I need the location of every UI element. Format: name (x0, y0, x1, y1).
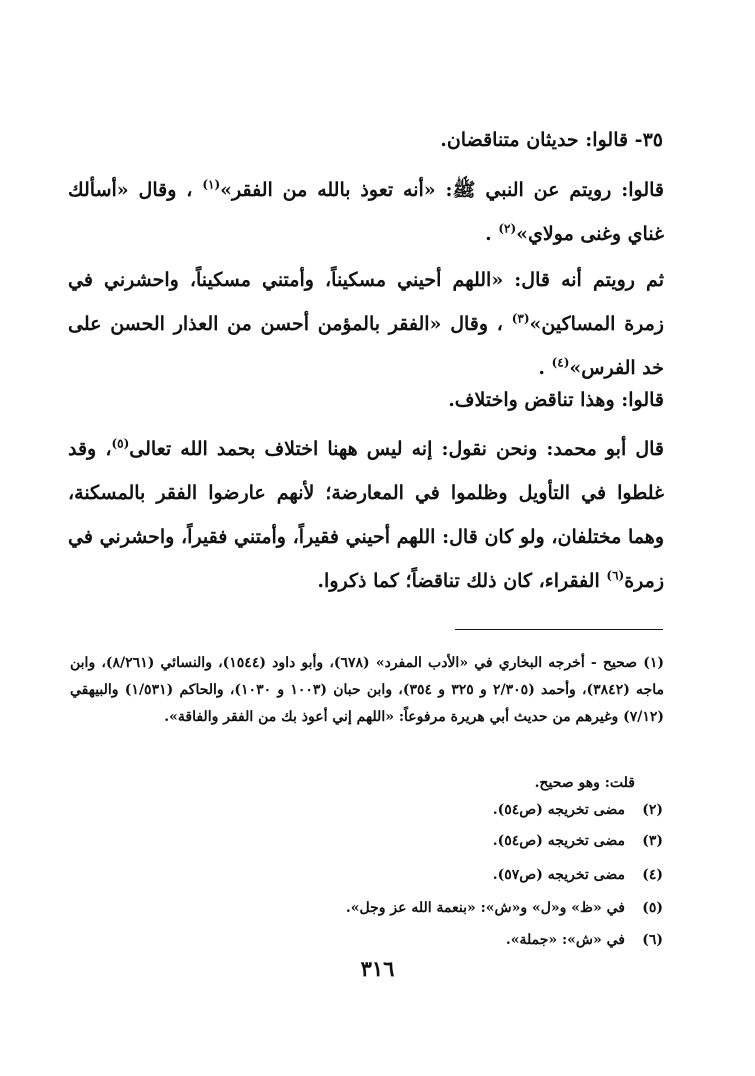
footnote-number: (٤) (642, 867, 663, 883)
footnote-ref-4[interactable]: (٤) (551, 355, 570, 370)
footnote-number: (٢) (642, 802, 663, 818)
footnote-number: (٥) (642, 900, 663, 916)
footnote-ref-3[interactable]: (٣) (511, 311, 530, 326)
section-heading: ٣٥- قالوا: حديثان متناقضان. (440, 129, 663, 151)
footnote-divider (455, 629, 663, 630)
footnote-4: (٤)مضى تخريجه (ص٥٧). (493, 862, 663, 889)
paragraph-4: قال أبو محمد: ونحن نقول: إنه ليس ههنا اختلاف بحمد الله تعالى$^{(٥)}$، وقد غلطوا في التأويل وظلموا في المعارضة؛ لأنهم عارضوا الفقر بالمسكنة، وهما مختلفان، ولو كان قال: اللهم أحيني فقيراً، وأمتني فقيراً، واحشرني في زمرة$^{(٦)}$ الفقراء، كان ذلك تناقضاً؛ كما ذكروا. (68, 436, 664, 592)
footnote-ref-6[interactable]: (٦) (606, 568, 625, 583)
footnote-5: (٥)في «ظ» و«ل» و«ش»: «بنعمة الله عز وجل». (346, 895, 663, 922)
footnote-1-note: قلت: وهو صحيح. (534, 775, 635, 791)
footnote-2: (٢)مضى تخريجه (ص٥٤). (493, 797, 663, 824)
footnote-number: (٣) (642, 833, 663, 849)
footnote-6: (٦)في «ش»: «جملة». (506, 927, 663, 954)
footnote-ref-1[interactable]: (١) (202, 177, 221, 192)
footnote-number: (٦) (642, 932, 663, 948)
footnote-3: (٣)مضى تخريجه (ص٥٤). (493, 828, 663, 855)
footnote-ref-2[interactable]: (٢) (498, 221, 517, 236)
footnote-ref-5[interactable]: (٥) (111, 436, 130, 451)
page-number: ٣١٦ (360, 956, 395, 981)
paragraph-1: قالوا: رويتم عن النبي ﷺ: «أنه تعوذ بالله من الفقر»$^{(١)}$ ، وقال «أسألك غناي وغنى مولاي»$^{(٢)}$ . (68, 177, 664, 245)
footnote-1: (١) صحيح - أخرجه البخاري في «الأدب المفرد» (٦٧٨)، وأبو داود (١٥٤٤)، والنسائي (٨/٢٦١)، وابن ماجه (٣٨٤٢)، وأحمد (٢/٣٠٥ و ٣٢٥ و ٣٥٤)، وابن حبان (١٠٠٣ و ١٠٣٠)، والحاكم (١/٥٣١) والبيهقي (٧/١٢) وغيرهم من حديث أبي هريرة مرفوعاً: «اللهم إني أعوذ بك من الفقر والفاقة». (70, 655, 664, 725)
paragraph-3: قالوا: وهذا تناقض واختلاف. (448, 389, 664, 411)
paragraph-2: ثم رويتم أنه قال: «اللهم أحيني مسكيناً، وأمتني مسكيناً، واحشرني في زمرة المساكين»$^{(٣)}$ ، وقال «الفقر بالمؤمن أحسن من العذار الحسن على خد الفرس»$^{(٤)}$ . (68, 269, 664, 379)
